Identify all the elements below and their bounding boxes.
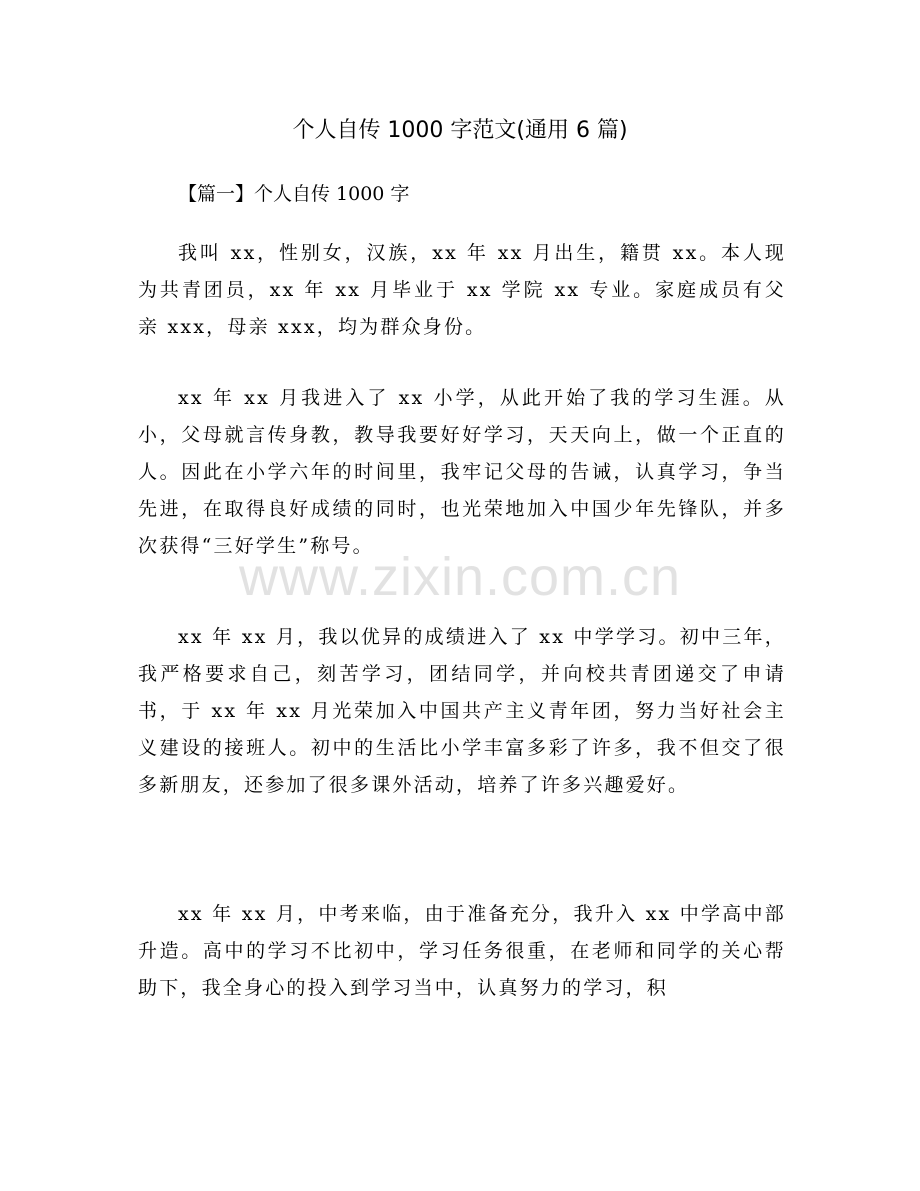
watermark: www.zixin.com.cn xyxy=(238,547,682,607)
paragraph: xx 年 xx 月，我以优异的成绩进入了 xx 中学学习。初中三年，我严格要求自己，刻苦学习，团结同学，并向校共青团递交了申请书，于 xx 年 xx 月光荣加入中国共产主义青年团，努力当好社会主义建设的接班人。初中的生活比小学丰富多彩了许多，我不但交了很多新朋友，还参加了很多课外活动，培养了许多兴趣爱好。 xyxy=(138,626,786,796)
paragraph: 我叫 xx，性别女，汉族，xx 年 xx 月出生，籍贯 xx。本人现为共青团员，xx 年 xx 月毕业于 xx 学院 xx 专业。家庭成员有父亲 xxx，母亲 xxx，均为群众身份。 xyxy=(138,242,786,338)
document-title: 个人自传 1000 字范文(通用 6 篇) xyxy=(292,118,628,143)
section-heading: 【篇一】个人自传 1000 字 xyxy=(178,183,410,205)
paragraph: xx 年 xx 月我进入了 xx 小学，从此开始了我的学习生涯。从小，父母就言传身教，教导我要好好学习，天天向上，做一个正直的人。因此在小学六年的时间里，我牢记父母的告诫，认真学习，争当先进，在取得良好成绩的同时，也光荣地加入中国少年先锋队，并多次获得“三好学生”称号。 xyxy=(138,387,786,557)
paragraph: xx 年 xx 月，中考来临，由于准备充分，我升入 xx 中学高中部升造。高中的学习不比初中，学习任务很重，在老师和同学的关心帮助下，我全身心的投入到学习当中，认真努力的学习，积 xyxy=(138,903,786,999)
